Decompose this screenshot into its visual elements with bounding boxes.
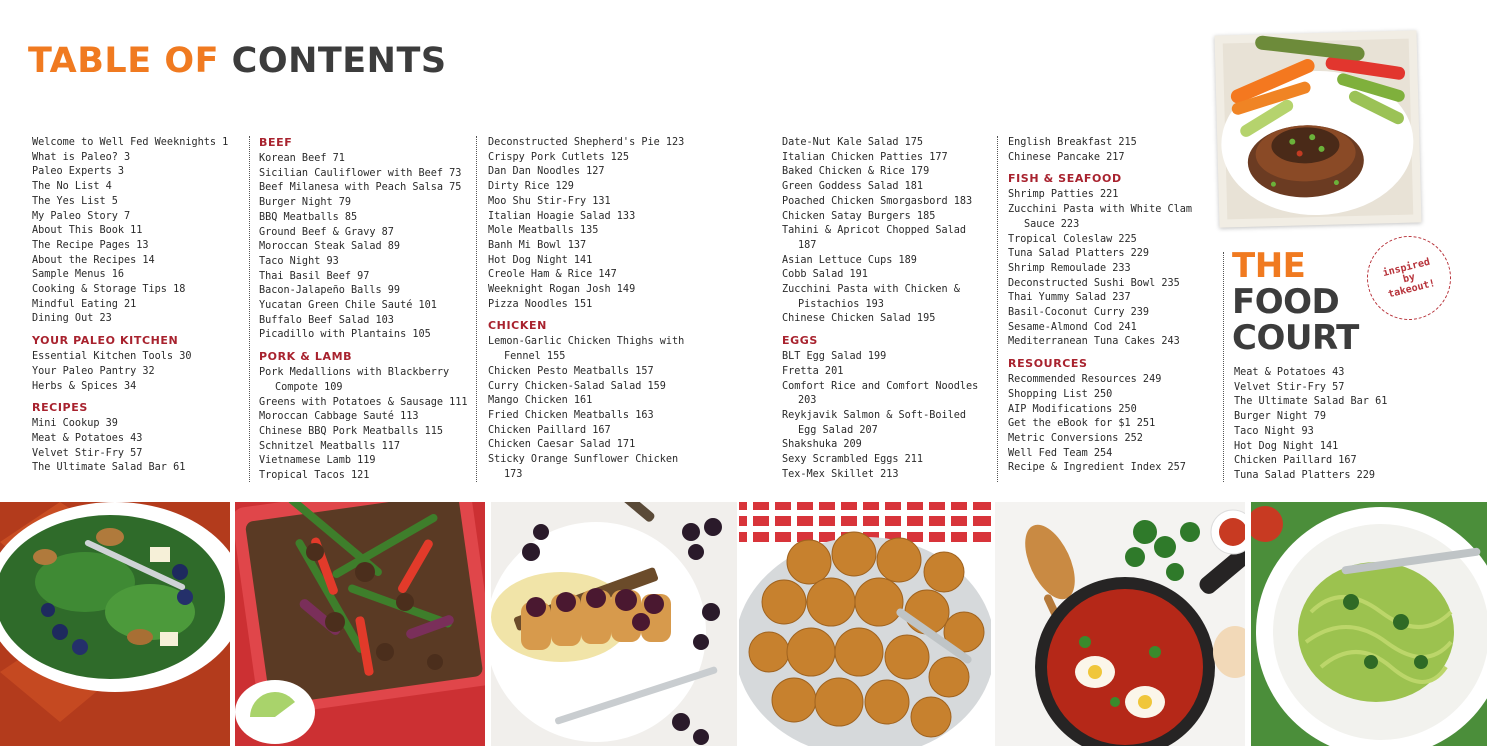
title-part-1: TABLE OF — [28, 41, 219, 81]
toc-entry: Shrimp Remoulade 233 — [1008, 262, 1131, 274]
toc-entry: Sticky Orange Sunflower Chicken — [488, 454, 679, 466]
intro-list — [32, 136, 244, 327]
food-court-title — [1232, 248, 1359, 356]
toc-entry: Chinese Pancake 217 — [1008, 151, 1125, 163]
toc-entry: Shopping List 250 — [1008, 388, 1113, 400]
toc-entry: Well Fed Team 254 — [1008, 447, 1113, 459]
toc-entry: Dan Dan Noodles 127 — [488, 166, 605, 178]
column-divider — [1223, 252, 1224, 482]
toc-entry: Welcome to Well Fed Weeknights 1 — [32, 137, 229, 148]
toc-entry: Italian Hoagie Salad 133 — [488, 210, 636, 222]
toc-entry: Italian Chicken Patties 177 — [782, 151, 948, 163]
toc-entry: Mini Cookup 39 — [32, 418, 118, 430]
toc-entry: Taco Night 93 — [1234, 425, 1314, 437]
toc-entry: Sicilian Cauliflower with Beef 73 — [259, 167, 462, 179]
toc-entry: Crispy Pork Cutlets 125 — [488, 151, 630, 163]
toc-entry: The Recipe Pages 13 — [32, 239, 149, 251]
toc-entry: Chicken Paillard 167 — [1234, 455, 1357, 467]
toc-entry: 203 — [798, 395, 817, 407]
toc-entry: Beef Milanesa with Peach Salsa 75 — [259, 182, 462, 194]
toc-entry: Vietnamese Lamb 119 — [259, 455, 376, 467]
toc-entry: Sauce 223 — [1024, 218, 1080, 230]
toc-entry: About the Recipes 14 — [32, 254, 155, 266]
toc-entry: Moo Shu Stir-Fry 131 — [488, 195, 611, 207]
recipes-list — [32, 417, 244, 476]
resources-list — [1008, 373, 1218, 476]
toc-entry: Tuna Salad Platters 229 — [1234, 469, 1376, 481]
toc-entry: Velvet Stir-Fry 57 — [1234, 381, 1345, 393]
toc-entry: Tropical Coleslaw 225 — [1008, 233, 1137, 245]
beef-green-beans-photo — [235, 502, 485, 746]
toc-entry: Baked Chicken & Rice 179 — [782, 166, 930, 178]
toc-entry: Chicken Satay Burgers 185 — [782, 210, 936, 222]
toc-entry: Fried Chicken Meatballs 163 — [488, 409, 654, 421]
toc-column-2 — [259, 136, 471, 484]
section-heading-pork: PORK & LAMB — [259, 350, 353, 364]
toc-entry: Mango Chicken 161 — [488, 395, 593, 407]
toc-entry: Tuna Salad Platters 229 — [1008, 248, 1150, 260]
toc-entry: Fennel 155 — [504, 351, 566, 363]
toc-entry: Shrimp Patties 221 — [1008, 189, 1119, 201]
stamp-text: inspired by takeout! — [1381, 256, 1437, 300]
toc-entry: Date-Nut Kale Salad 175 — [782, 137, 924, 148]
toc-entry: Pistachios 193 — [798, 298, 884, 310]
toc-entry: Hot Dog Night 141 — [488, 254, 593, 266]
toc-entry: What is Paleo? 3 — [32, 151, 131, 163]
beef-list — [259, 152, 471, 343]
toc-entry: Deconstructed Shepherd's Pie 123 — [488, 137, 685, 148]
title-part-2: CONTENTS — [231, 41, 447, 81]
toc-entry: Paleo Experts 3 — [32, 166, 125, 178]
toc-entry: BBQ Meatballs 85 — [259, 211, 358, 223]
toc-entry: The Yes List 5 — [32, 195, 118, 207]
toc-entry: Korean Beef 71 — [259, 153, 345, 164]
toc-entry: BLT Egg Salad 199 — [782, 351, 887, 363]
section-heading-chicken: CHICKEN — [488, 319, 547, 333]
toc-entry: Zucchini Pasta with White Clam — [1008, 204, 1193, 216]
page-title — [28, 41, 447, 81]
section-heading-beef: BEEF — [259, 136, 293, 149]
toc-entry: Tex-Mex Skillet 213 — [782, 468, 899, 480]
toc-entry: Asian Lettuce Cups 189 — [782, 254, 917, 266]
toc-entry: Cobb Salad 191 — [782, 269, 868, 281]
toc-entry: Deconstructed Sushi Bowl 235 — [1008, 277, 1180, 289]
toc-entry: Curry Chicken-Salad Salad 159 — [488, 380, 666, 392]
toc-entry: The Ultimate Salad Bar 61 — [1234, 396, 1388, 408]
toc-entry: Compote 109 — [275, 381, 343, 393]
toc-entry: Tropical Tacos 121 — [259, 470, 370, 482]
toc-entry: Sesame-Almond Cod 241 — [1008, 321, 1137, 333]
toc-entry: 187 — [798, 239, 817, 251]
shakshuka-photo — [995, 502, 1245, 746]
toc-entry: Taco Night 93 — [259, 255, 339, 267]
toc-entry: Hot Dog Night 141 — [1234, 440, 1339, 452]
toc-entry: Chicken Pesto Meatballs 157 — [488, 365, 654, 377]
toc-entry: English Breakfast 215 — [1008, 137, 1137, 148]
toc-entry: Chicken Caesar Salad 171 — [488, 439, 636, 451]
toc-entry: Thai Yummy Salad 237 — [1008, 292, 1131, 304]
blackberry-pork-photo — [491, 502, 737, 746]
toc-entry: Reykjavik Salmon & Soft-Boiled — [782, 409, 967, 421]
toc-entry: Burger Night 79 — [259, 197, 352, 209]
toc-entry: Herbs & Spices 34 — [32, 380, 137, 392]
zucchini-noodles-photo — [1251, 502, 1487, 746]
toc-entry: Burger Night 79 — [1234, 411, 1327, 423]
toc-entry: Zucchini Pasta with Chicken & — [782, 284, 960, 296]
toc-entry: Weeknight Rogan Josh 149 — [488, 284, 636, 296]
salad-photo — [0, 502, 230, 746]
toc-entry: Yucatan Green Chile Sauté 101 — [259, 300, 437, 312]
toc-entry: My Paleo Story 7 — [32, 210, 131, 222]
toc-entry: 173 — [504, 468, 523, 480]
toc-entry: Poached Chicken Smorgasbord 183 — [782, 195, 973, 207]
toc-column-1 — [32, 136, 244, 476]
food-court-list — [1234, 366, 1474, 484]
pork-list — [259, 366, 471, 484]
toc-entry: Comfort Rice and Comfort Noodles — [782, 380, 979, 392]
toc-column-5 — [1008, 136, 1218, 476]
toc-entry: Picadillo with Plantains 105 — [259, 329, 431, 341]
toc-entry: Basil-Coconut Curry 239 — [1008, 307, 1150, 319]
toc-entry: Creole Ham & Rice 147 — [488, 269, 617, 281]
food-court-list-column — [1234, 366, 1474, 484]
food-court-line-3: COURT — [1232, 318, 1359, 358]
section-heading-recipes: RECIPES — [32, 401, 88, 415]
toc-entry: Recipe & Ingredient Index 257 — [1008, 462, 1186, 474]
section-heading-kitchen: YOUR PALEO KITCHEN — [32, 334, 179, 348]
toc-entry: Mole Meatballs 135 — [488, 225, 599, 237]
toc-entry: Velvet Stir-Fry 57 — [32, 447, 143, 459]
toc-entry: The Ultimate Salad Bar 61 — [32, 462, 186, 474]
toc-entry: Meat & Potatoes 43 — [1234, 367, 1345, 378]
toc-entry: Lemon-Garlic Chicken Thighs with — [488, 336, 685, 348]
toc-entry: Buffalo Beef Salad 103 — [259, 314, 394, 326]
column-divider — [476, 136, 477, 482]
toc-entry: Moroccan Cabbage Sauté 113 — [259, 411, 419, 423]
food-court-line-1: THE — [1232, 246, 1306, 286]
toc-entry: Pork Medallions with Blackberry — [259, 367, 450, 379]
column-divider — [249, 136, 250, 482]
eggs-list — [782, 350, 994, 482]
section-heading-fish: FISH & SEAFOOD — [1008, 172, 1122, 186]
toc-entry: About This Book 11 — [32, 225, 143, 237]
toc-entry: Banh Mi Bowl 137 — [488, 239, 587, 251]
fish-list — [1008, 188, 1218, 350]
toc-entry: Metric Conversions 252 — [1008, 432, 1143, 444]
section-heading-resources: RESOURCES — [1008, 357, 1088, 371]
pork-continued-list — [488, 136, 728, 312]
toc-entry: Chinese BBQ Pork Meatballs 115 — [259, 425, 444, 437]
toc-entry: Essential Kitchen Tools 30 — [32, 351, 192, 363]
toc-entry: Moroccan Steak Salad 89 — [259, 241, 401, 253]
toc-entry: Sample Menus 16 — [32, 269, 125, 281]
toc-entry: Green Goddess Salad 181 — [782, 181, 924, 193]
toc-entry: Schnitzel Meatballs 117 — [259, 440, 401, 452]
food-court-line-2: FOOD — [1232, 282, 1340, 322]
toc-entry: Dirty Rice 129 — [488, 181, 574, 193]
kitchen-list — [32, 350, 244, 394]
toc-entry: Greens with Potatoes & Sausage 111 — [259, 396, 468, 408]
toc-entry: Chinese Chicken Salad 195 — [782, 313, 936, 325]
toc-entry: Fretta 201 — [782, 365, 844, 377]
toc-entry: Your Paleo Pantry 32 — [32, 365, 155, 377]
toc-entry: Get the eBook for $1 251 — [1008, 418, 1156, 430]
toc-column-3 — [488, 136, 728, 482]
toc-column-4 — [782, 136, 994, 482]
column-divider — [997, 136, 998, 482]
eggs-continued-list — [1008, 136, 1218, 165]
toc-entry: Egg Salad 207 — [798, 424, 878, 436]
toc-entry: Sexy Scrambled Eggs 211 — [782, 454, 924, 466]
toc-entry: Recommended Resources 249 — [1008, 374, 1162, 386]
toc-entry: Mindful Eating 21 — [32, 298, 137, 310]
toc-entry: Bacon-Jalapeño Balls 99 — [259, 285, 401, 297]
section-heading-eggs: EGGS — [782, 334, 818, 348]
toc-entry: The No List 4 — [32, 181, 112, 193]
toc-entry: Shakshuka 209 — [782, 439, 862, 451]
toc-entry: Tahini & Apricot Chopped Salad — [782, 225, 967, 237]
toc-entry: Meat & Potatoes 43 — [32, 432, 143, 444]
toc-entry: Cooking & Storage Tips 18 — [32, 284, 186, 296]
toc-entry: Dining Out 23 — [32, 313, 112, 325]
chicken-continued-list — [782, 136, 994, 327]
inspired-by-takeout-stamp — [1358, 227, 1460, 329]
meatballs-photo — [739, 502, 991, 746]
toc-entry: Pizza Noodles 151 — [488, 298, 593, 310]
toc-entry: AIP Modifications 250 — [1008, 403, 1137, 415]
toc-entry: Chicken Paillard 167 — [488, 424, 611, 436]
burger-plate-photo — [1215, 30, 1422, 227]
toc-entry: Mediterranean Tuna Cakes 243 — [1008, 336, 1180, 348]
toc-entry: Thai Basil Beef 97 — [259, 270, 370, 282]
chicken-list — [488, 335, 728, 482]
toc-entry: Ground Beef & Gravy 87 — [259, 226, 394, 238]
